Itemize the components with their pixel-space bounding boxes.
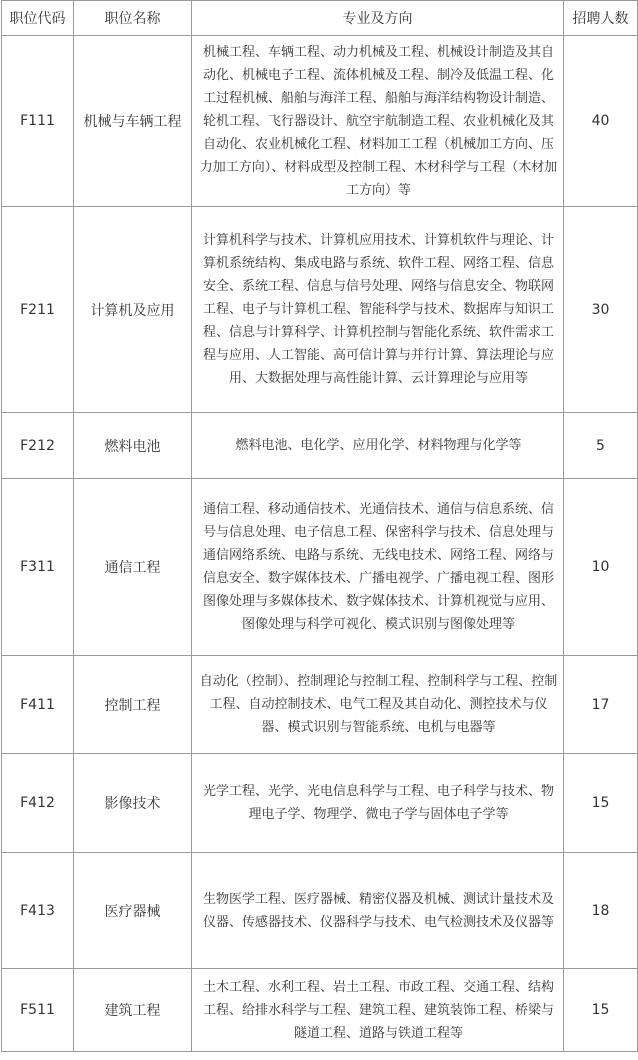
position-name: 建筑工程 [74,969,192,1052]
position-code: F311 [2,479,74,656]
position-majors: 土木工程、水利工程、岩土工程、市政工程、交通工程、结构工程、给排水科学与工程、建筑工程、建筑装饰工程、桥梁与隧道工程、道路与铁道工程等 [192,969,564,1052]
position-majors: 通信工程、移动通信技术、光通信技术、通信与信息系统、信号与信息处理、电子信息工程、保密科学与技术、信息处理与通信网络系统、电路与系统、无线电技术、网络工程、网络与信息安全、数字媒体技术、广播电视学、广播电视工程、图形图像处理与多媒体技术、数字媒体技术、计算机视觉与应用、图像处理与科学可视化、模式识别与图像处理等 [192,479,564,656]
table-row [2,853,638,969]
table-row [2,413,638,479]
position-majors: 生物医学工程、医疗器械、精密仪器及机械、测试计量技术及仪器、传感器技术、仪器科学与技术、电气检测技术及仪器等 [192,853,564,969]
header-majors: 专业及方向 [192,1,564,36]
position-code: F211 [2,207,74,413]
position-count: 10 [564,479,638,656]
position-name: 计算机及应用 [74,207,192,413]
position-count: 18 [564,853,638,969]
position-name: 机械与车辆工程 [74,36,192,207]
position-majors: 光学工程、光学、光电信息科学与工程、电子科学与技术、物理电子学、物理学、微电子学与固体电子学等 [192,754,564,853]
header-name: 职位名称 [74,1,192,36]
position-name: 通信工程 [74,479,192,656]
table-header-row [2,1,638,36]
position-code: F111 [2,36,74,207]
header-count: 招聘人数 [564,1,638,36]
table-row [2,969,638,1052]
position-name: 燃料电池 [74,413,192,479]
position-code: F412 [2,754,74,853]
position-code: F212 [2,413,74,479]
position-code: F511 [2,969,74,1052]
table-row [2,479,638,656]
position-count: 5 [564,413,638,479]
table-row [2,36,638,207]
position-code: F413 [2,853,74,969]
position-count: 17 [564,656,638,754]
position-count: 40 [564,36,638,207]
position-majors: 计算机科学与技术、计算机应用技术、计算机软件与理论、计算机系统结构、集成电路与系统、软件工程、网络工程、信息安全、系统工程、信息与信号处理、网络与信息安全、物联网工程、电子与计算机工程、智能科学与技术、数据库与知识工程、信息与计算科学、计算机控制与智能化系统、软件需求工程与应用、人工智能、高可信计算与并行计算、算法理论与应用、大数据处理与高性能计算、云计算理论与应用等 [192,207,564,413]
position-count: 15 [564,754,638,853]
position-code: F411 [2,656,74,754]
header-code: 职位代码 [2,1,74,36]
position-count: 15 [564,969,638,1052]
position-count: 30 [564,207,638,413]
table-row [2,207,638,413]
table-row [2,754,638,853]
table-row [2,656,638,754]
position-majors: 机械工程、车辆工程、动力机械及工程、机械设计制造及其自动化、机械电子工程、流体机械及工程、制冷及低温工程、化工过程机械、船舶与海洋工程、船舶与海洋结构物设计制造、轮机工程、飞行器设计、航空宇航制造工程、农业机械化及其自动化、农业机械化工程、材料加工工程（机械加工方向、压力加工方向）、材料成型及控制工程、木材科学与工程（木材加工方向）等 [192,36,564,207]
position-majors: 燃料电池、电化学、应用化学、材料物理与化学等 [192,413,564,479]
position-name: 控制工程 [74,656,192,754]
recruitment-table [1,0,638,1052]
position-majors: 自动化（控制）、控制理论与控制工程、控制科学与工程、控制工程、自动控制技术、电气工程及其自动化、测控技术与仪器、模式识别与智能系统、电机与电器等 [192,656,564,754]
position-name: 影像技术 [74,754,192,853]
position-name: 医疗器械 [74,853,192,969]
